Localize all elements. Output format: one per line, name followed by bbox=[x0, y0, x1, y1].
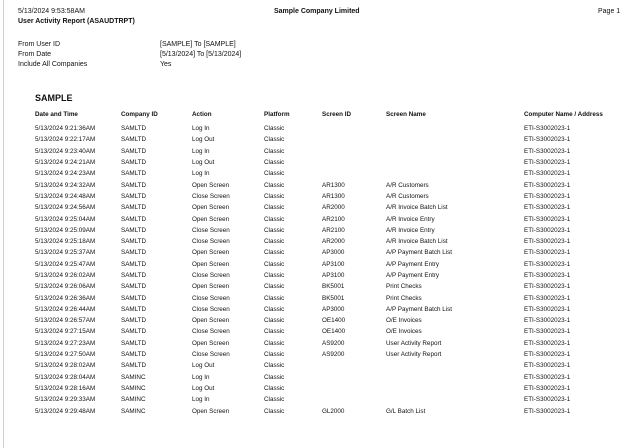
platform-cell: Classic bbox=[264, 159, 285, 167]
screen-name-cell: G/L Batch List bbox=[386, 407, 426, 415]
screen-name-cell: A/R Invoice Batch List bbox=[386, 204, 448, 212]
computer-name-cell: ETI-S3002023-1 bbox=[524, 204, 571, 212]
computer-name-cell: ETI-S3002023-1 bbox=[524, 192, 571, 200]
platform-cell: Classic bbox=[264, 204, 285, 212]
date-time-cell: 5/13/2024 9:24:48AM bbox=[35, 192, 96, 200]
company-id-cell: SAMLTD bbox=[121, 317, 147, 325]
platform-cell: Classic bbox=[264, 272, 285, 279]
action-cell: Open Screen bbox=[192, 260, 230, 268]
screen-name-cell bbox=[386, 157, 524, 168]
company-id-cell: SAMLTD bbox=[121, 351, 147, 359]
table-row bbox=[35, 191, 615, 202]
param-label: From Date bbox=[18, 51, 52, 58]
date-time-cell: 5/13/2024 9:24:23AM bbox=[35, 170, 96, 178]
action-cell: Open Screen bbox=[192, 215, 230, 223]
action-cell: Close Screen bbox=[192, 238, 230, 246]
company-id-cell: SAMLTD bbox=[121, 170, 147, 178]
action-cell: Open Screen bbox=[192, 283, 230, 291]
screen-id-cell: GL2000 bbox=[322, 407, 345, 415]
screen-id-cell: AS9200 bbox=[322, 339, 345, 347]
table-header-row bbox=[35, 111, 615, 123]
computer-name-cell: ETI-S3002023-1 bbox=[524, 362, 571, 370]
table-row bbox=[35, 372, 615, 383]
table-row bbox=[35, 270, 615, 281]
screen-id-cell bbox=[322, 157, 386, 168]
report-title: User Activity Report (ASAUDTRPT) bbox=[18, 18, 135, 25]
computer-name-cell: ETI-S3002023-1 bbox=[524, 125, 571, 133]
platform-cell: Classic bbox=[264, 339, 285, 347]
action-cell: Open Screen bbox=[192, 249, 230, 257]
action-cell: Close Screen bbox=[192, 351, 230, 359]
platform-cell: Classic bbox=[264, 192, 285, 200]
screen-name-cell: O/E Invoices bbox=[386, 328, 422, 336]
screen-id-cell: OE1400 bbox=[322, 317, 346, 325]
table-row bbox=[35, 292, 615, 303]
table-row bbox=[35, 338, 615, 349]
screen-id-cell: AP3100 bbox=[322, 260, 345, 268]
action-cell: Close Screen bbox=[192, 305, 230, 313]
table-row bbox=[35, 383, 615, 394]
action-cell: Open Screen bbox=[192, 407, 230, 415]
param-value: Yes bbox=[160, 61, 172, 68]
action-cell: Log In bbox=[192, 125, 210, 133]
platform-cell: Classic bbox=[264, 136, 285, 144]
date-time-cell: 5/13/2024 9:24:56AM bbox=[35, 204, 96, 212]
company-id-cell: SAMLTD bbox=[121, 136, 147, 144]
screen-name-cell: A/R Customers bbox=[386, 181, 429, 189]
company-id-cell: SAMLTD bbox=[121, 249, 147, 257]
action-cell: Log Out bbox=[192, 362, 215, 370]
column-header: Computer Name / Address bbox=[524, 111, 603, 118]
action-cell: Open Screen bbox=[192, 181, 230, 189]
screen-id-cell: AP3000 bbox=[322, 305, 345, 313]
table-body bbox=[35, 123, 615, 417]
platform-cell: Classic bbox=[264, 407, 285, 415]
computer-name-cell: ETI-S3002023-1 bbox=[524, 260, 571, 268]
computer-name-cell: ETI-S3002023-1 bbox=[524, 396, 571, 404]
screen-id-cell bbox=[322, 146, 386, 157]
computer-name-cell: ETI-S3002023-1 bbox=[524, 305, 571, 313]
company-id-cell: SAMLTD bbox=[121, 260, 147, 268]
company-id-cell: SAMLTD bbox=[121, 283, 147, 291]
table-row bbox=[35, 315, 615, 326]
date-time-cell: 5/13/2024 9:29:33AM bbox=[35, 396, 96, 404]
company-id-cell: SAMLTD bbox=[121, 159, 147, 167]
computer-name-cell: ETI-S3002023-1 bbox=[524, 283, 571, 291]
company-id-cell: SAMLTD bbox=[121, 238, 147, 246]
computer-name-cell: ETI-S3002023-1 bbox=[524, 249, 571, 257]
computer-name-cell: ETI-S3002023-1 bbox=[524, 373, 571, 381]
company-id-cell: SAMLTD bbox=[121, 192, 147, 200]
platform-cell: Classic bbox=[264, 373, 285, 381]
date-time-cell: 5/13/2024 9:26:06AM bbox=[35, 283, 96, 291]
platform-cell: Classic bbox=[264, 170, 285, 178]
platform-cell: Classic bbox=[264, 305, 285, 313]
date-time-cell: 5/13/2024 9:27:23AM bbox=[35, 339, 96, 347]
screen-name-cell bbox=[386, 168, 524, 179]
platform-cell: Classic bbox=[264, 283, 285, 291]
company-id-cell: SAMLTD bbox=[121, 339, 147, 347]
param-row bbox=[18, 40, 241, 50]
table-row bbox=[35, 179, 615, 190]
platform-cell: Classic bbox=[264, 249, 285, 257]
company-id-cell: SAMINC bbox=[121, 373, 146, 381]
screen-id-cell bbox=[322, 360, 386, 371]
report-timestamp: 5/13/2024 9:53:58AM bbox=[18, 8, 85, 15]
table-row bbox=[35, 405, 615, 416]
date-time-cell: 5/13/2024 9:27:15AM bbox=[35, 328, 96, 336]
action-cell: Close Screen bbox=[192, 226, 230, 234]
screen-id-cell: AR2000 bbox=[322, 238, 345, 246]
computer-name-cell: ETI-S3002023-1 bbox=[524, 215, 571, 223]
company-id-cell: SAMLTD bbox=[121, 294, 147, 302]
company-id-cell: SAMINC bbox=[121, 384, 146, 392]
screen-name-cell bbox=[386, 383, 524, 394]
table-row bbox=[35, 281, 615, 292]
screen-id-cell bbox=[322, 123, 386, 134]
page-number: Page 1 bbox=[598, 8, 621, 15]
column-header: Action bbox=[192, 111, 212, 118]
company-name: Sample Company Limited bbox=[274, 8, 360, 15]
computer-name-cell: ETI-S3002023-1 bbox=[524, 339, 571, 347]
table-row bbox=[35, 259, 615, 270]
computer-name-cell: ETI-S3002023-1 bbox=[524, 238, 571, 246]
date-time-cell: 5/13/2024 9:28:16AM bbox=[35, 384, 96, 392]
screen-name-cell: A/P Payment Entry bbox=[386, 260, 440, 268]
screen-id-cell: AP3100 bbox=[322, 272, 345, 279]
screen-id-cell: AR2100 bbox=[322, 226, 345, 234]
screen-name-cell: User Activity Report bbox=[386, 339, 442, 347]
date-time-cell: 5/13/2024 9:27:50AM bbox=[35, 351, 96, 359]
computer-name-cell: ETI-S3002023-1 bbox=[524, 351, 571, 359]
param-label: Include All Companies bbox=[18, 61, 88, 68]
action-cell: Log In bbox=[192, 147, 210, 155]
company-id-cell: SAMLTD bbox=[121, 147, 147, 155]
table-row bbox=[35, 213, 615, 224]
computer-name-cell: ETI-S3002023-1 bbox=[524, 159, 571, 167]
action-cell: Log In bbox=[192, 396, 210, 404]
date-time-cell: 5/13/2024 9:26:02AM bbox=[35, 272, 96, 279]
action-cell: Close Screen bbox=[192, 272, 230, 279]
date-time-cell: 5/13/2024 9:28:04AM bbox=[35, 373, 96, 381]
table-row bbox=[35, 236, 615, 247]
screen-name-cell bbox=[386, 360, 524, 371]
screen-name-cell: A/R Invoice Entry bbox=[386, 226, 435, 234]
platform-cell: Classic bbox=[264, 181, 285, 189]
computer-name-cell: ETI-S3002023-1 bbox=[524, 147, 571, 155]
company-id-cell: SAMINC bbox=[121, 407, 146, 415]
action-cell: Log In bbox=[192, 170, 210, 178]
table-row bbox=[35, 326, 615, 337]
screen-name-cell: User Activity Report bbox=[386, 351, 442, 359]
company-id-cell: SAMLTD bbox=[121, 362, 147, 370]
param-row bbox=[18, 60, 241, 70]
screen-name-cell: A/R Invoice Batch List bbox=[386, 238, 448, 246]
date-time-cell: 5/13/2024 9:25:18AM bbox=[35, 238, 96, 246]
screen-id-cell: AR1300 bbox=[322, 181, 345, 189]
action-cell: Log In bbox=[192, 373, 210, 381]
table-row bbox=[35, 304, 615, 315]
screen-name-cell: A/P Payment Batch List bbox=[386, 305, 453, 313]
company-id-cell: SAMLTD bbox=[121, 215, 147, 223]
platform-cell: Classic bbox=[264, 294, 285, 302]
screen-name-cell: Print Checks bbox=[386, 294, 422, 302]
computer-name-cell: ETI-S3002023-1 bbox=[524, 317, 571, 325]
date-time-cell: 5/13/2024 9:23:40AM bbox=[35, 147, 96, 155]
section-title: SAMPLE bbox=[35, 93, 73, 103]
screen-name-cell: A/R Invoice Entry bbox=[386, 215, 435, 223]
table-row bbox=[35, 202, 615, 213]
table-row bbox=[35, 349, 615, 360]
action-cell: Log Out bbox=[192, 136, 215, 144]
column-header: Platform bbox=[264, 111, 290, 118]
param-value: [5/13/2024] To [5/13/2024] bbox=[160, 51, 242, 58]
platform-cell: Classic bbox=[264, 362, 285, 370]
screen-id-cell: AR1300 bbox=[322, 192, 345, 200]
screen-id-cell bbox=[322, 134, 386, 145]
screen-name-cell bbox=[386, 394, 524, 405]
screen-name-cell bbox=[386, 372, 524, 383]
screen-id-cell bbox=[322, 372, 386, 383]
screen-name-cell: A/P Payment Entry bbox=[386, 272, 440, 279]
platform-cell: Classic bbox=[264, 384, 285, 392]
computer-name-cell: ETI-S3002023-1 bbox=[524, 272, 571, 279]
platform-cell: Classic bbox=[264, 238, 285, 246]
company-id-cell: SAMLTD bbox=[121, 125, 147, 133]
screen-id-cell: AS9200 bbox=[322, 351, 345, 359]
screen-name-cell: A/R Customers bbox=[386, 192, 429, 200]
date-time-cell: 5/13/2024 9:25:37AM bbox=[35, 249, 96, 257]
screen-name-cell bbox=[386, 123, 524, 134]
screen-name-cell: Print Checks bbox=[386, 283, 422, 291]
table-row bbox=[35, 134, 615, 145]
date-time-cell: 5/13/2024 9:29:48AM bbox=[35, 407, 96, 415]
action-cell: Open Screen bbox=[192, 204, 230, 212]
computer-name-cell: ETI-S3002023-1 bbox=[524, 384, 571, 392]
platform-cell: Classic bbox=[264, 260, 285, 268]
screen-id-cell: OE1400 bbox=[322, 328, 346, 336]
column-header: Date and Time bbox=[35, 111, 78, 118]
date-time-cell: 5/13/2024 9:25:04AM bbox=[35, 215, 96, 223]
date-time-cell: 5/13/2024 9:25:09AM bbox=[35, 226, 96, 234]
action-cell: Open Screen bbox=[192, 339, 230, 347]
date-time-cell: 5/13/2024 9:26:44AM bbox=[35, 305, 96, 313]
action-cell: Close Screen bbox=[192, 192, 230, 200]
screen-name-cell bbox=[386, 146, 524, 157]
screen-id-cell bbox=[322, 394, 386, 405]
platform-cell: Classic bbox=[264, 215, 285, 223]
date-time-cell: 5/13/2024 9:26:57AM bbox=[35, 317, 96, 325]
action-cell: Close Screen bbox=[192, 328, 230, 336]
param-row bbox=[18, 50, 241, 60]
platform-cell: Classic bbox=[264, 317, 285, 325]
table-row bbox=[35, 146, 615, 157]
table-row bbox=[35, 123, 615, 134]
table-row bbox=[35, 394, 615, 405]
table-row bbox=[35, 360, 615, 371]
platform-cell: Classic bbox=[264, 328, 285, 336]
action-cell: Open Screen bbox=[192, 317, 230, 325]
computer-name-cell: ETI-S3002023-1 bbox=[524, 181, 571, 189]
column-header: Screen ID bbox=[322, 111, 352, 118]
date-time-cell: 5/13/2024 9:22:17AM bbox=[35, 136, 96, 144]
screen-id-cell bbox=[322, 168, 386, 179]
activity-table bbox=[35, 111, 615, 417]
date-time-cell: 5/13/2024 9:28:02AM bbox=[35, 362, 96, 370]
date-time-cell: 5/13/2024 9:26:36AM bbox=[35, 294, 96, 302]
platform-cell: Classic bbox=[264, 147, 285, 155]
company-id-cell: SAMLTD bbox=[121, 204, 147, 212]
computer-name-cell: ETI-S3002023-1 bbox=[524, 294, 571, 302]
report-parameters bbox=[18, 40, 241, 70]
company-id-cell: SAMLTD bbox=[121, 328, 147, 336]
screen-id-cell bbox=[322, 383, 386, 394]
screen-id-cell: AR2000 bbox=[322, 204, 345, 212]
company-id-cell: SAMLTD bbox=[121, 226, 147, 234]
computer-name-cell: ETI-S3002023-1 bbox=[524, 170, 571, 178]
table-row bbox=[35, 247, 615, 258]
date-time-cell: 5/13/2024 9:25:47AM bbox=[35, 260, 96, 268]
param-label: From User ID bbox=[18, 41, 60, 48]
left-margin-rule bbox=[3, 0, 4, 448]
column-header: Company ID bbox=[121, 111, 158, 118]
table-row bbox=[35, 225, 615, 236]
action-cell: Log Out bbox=[192, 384, 215, 392]
date-time-cell: 5/13/2024 9:24:21AM bbox=[35, 159, 96, 167]
screen-name-cell bbox=[386, 134, 524, 145]
computer-name-cell: ETI-S3002023-1 bbox=[524, 407, 571, 415]
table-row bbox=[35, 168, 615, 179]
screen-id-cell: AP3000 bbox=[322, 249, 345, 257]
column-header: Screen Name bbox=[386, 111, 426, 118]
computer-name-cell: ETI-S3002023-1 bbox=[524, 328, 571, 336]
platform-cell: Classic bbox=[264, 226, 285, 234]
company-id-cell: SAMLTD bbox=[121, 272, 147, 279]
computer-name-cell: ETI-S3002023-1 bbox=[524, 226, 571, 234]
screen-id-cell: AR2100 bbox=[322, 215, 345, 223]
date-time-cell: 5/13/2024 9:21:36AM bbox=[35, 125, 96, 133]
screen-name-cell: A/P Payment Batch List bbox=[386, 249, 453, 257]
param-value: [SAMPLE] To [SAMPLE] bbox=[160, 41, 236, 48]
screen-id-cell: BK5001 bbox=[322, 283, 345, 291]
platform-cell: Classic bbox=[264, 351, 285, 359]
screen-name-cell: O/E Invoices bbox=[386, 317, 422, 325]
table-row bbox=[35, 157, 615, 168]
action-cell: Log Out bbox=[192, 159, 215, 167]
action-cell: Close Screen bbox=[192, 294, 230, 302]
company-id-cell: SAMLTD bbox=[121, 305, 147, 313]
company-id-cell: SAMLTD bbox=[121, 181, 147, 189]
screen-id-cell: BK5001 bbox=[322, 294, 345, 302]
platform-cell: Classic bbox=[264, 396, 285, 404]
date-time-cell: 5/13/2024 9:24:32AM bbox=[35, 181, 96, 189]
company-id-cell: SAMINC bbox=[121, 396, 146, 404]
platform-cell: Classic bbox=[264, 125, 285, 133]
computer-name-cell: ETI-S3002023-1 bbox=[524, 136, 571, 144]
